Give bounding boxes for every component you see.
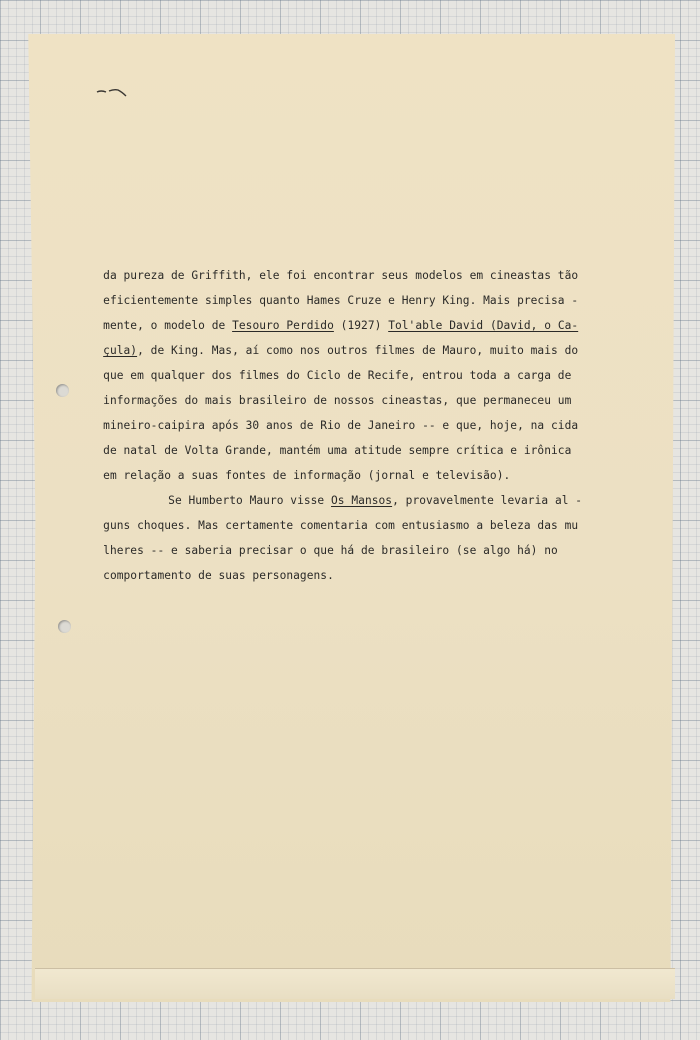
text-line: comportamento de suas personagens. <box>103 569 334 582</box>
sheet-bottom-fold <box>35 968 675 999</box>
text-line: mineiro-caipira após 30 anos de Rio de Janeiro -- e que, hoje, na cida <box>103 419 579 432</box>
text-line: guns choques. Mas certamente comentaria com entusiasmo a beleza das mu <box>103 519 579 532</box>
film-title-tolable-david: Tol'able David (David, o Ca- <box>388 319 579 332</box>
text-line: da pureza de Griffith, ele foi encontrar seus modelos em cineastas tão <box>103 269 579 282</box>
text-line: que em qualquer dos filmes do Ciclo de Recife, entrou toda a carga de <box>103 369 572 382</box>
text-line: Se Humberto Mauro visse Os Mansos, provavelmente levaria al - <box>168 494 583 507</box>
text-line: eficientemente simples quanto Hames Cruze e Henry King. Mais precisa - <box>103 294 579 307</box>
text-line: mente, o modelo de Tesouro Perdido (1927) Tol'able David (David, o Ca- <box>103 319 579 332</box>
punch-hole <box>58 620 71 633</box>
film-title-cacula: çula) <box>103 344 138 357</box>
text-line: lheres -- e saberia precisar o que há de brasileiro (se algo há) no <box>103 544 558 557</box>
text-line: em relação a suas fontes de informação (jornal e televisão). <box>103 469 511 482</box>
text-line: informações do mais brasileiro de nossos cineastas, que permaneceu um <box>103 394 572 407</box>
film-title-tesouro-perdido: Tesouro Perdido <box>232 319 334 332</box>
text-line: de natal de Volta Grande, mantém uma atitude sempre crítica e irônica <box>103 444 572 457</box>
text-line: çula), de King. Mas, aí como nos outros filmes de Mauro, muito mais do <box>103 344 579 357</box>
film-title-os-mansos: Os Mansos <box>331 494 393 507</box>
